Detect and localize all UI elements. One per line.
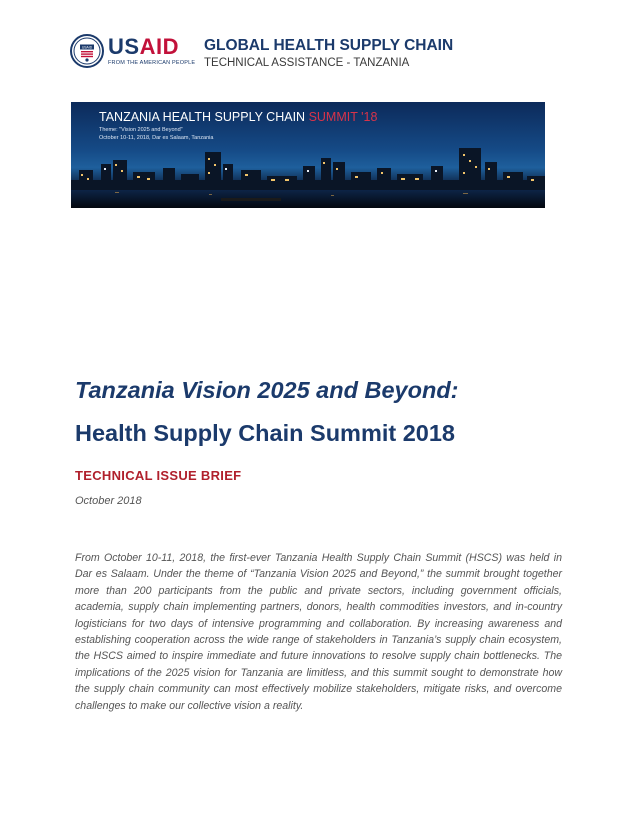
page-title-line1: Tanzania Vision 2025 and Beyond: [75,377,459,403]
page-title-line2: Health Supply Chain Summit 2018 [75,420,456,446]
banner-title [99,110,377,124]
header [70,34,590,74]
logo-word-us: US [108,34,140,59]
usaid-logo-wordmark [108,34,179,60]
usaid-seal-icon [70,34,104,68]
banner-title-part2: HEALTH SUPPLY CHAIN [159,110,309,124]
banner-title-part1: TANZANIA [99,110,160,124]
logo-tagline: FROM THE AMERICAN PEOPLE [108,60,196,66]
banner-title-part3: SUMMIT '18 [308,110,378,124]
document-date: October 2018 [75,495,142,507]
summary-paragraph: From October 10-11, 2018, the first-ever Tanzania Health Supply Chain Summit (HSCS) was held in Dar es Salaam. Under the theme of “Tanzania Vision 2025 and Beyond,” the summit brought together more than 200 participants from the public and private sectors, including government officials, academia, supply chain implementing partners, donors, health commodities investors, and in-country logisticians for two days of intensive programming and collaboration. By increasing awareness and establishing cooperation across the wide range of stakeholders in Tanzania’s supply chain ecosystem, the HSCS aimed to inspire immediate and future innovations to resolve supply chain bottlenecks. The implications of the 2025 vision for Tanzania are limitless, and this summit sought to demonstrate how the supply chain community can most effectively mobilize stakeholders, mitigate risks, and overcome challenges to make our collective vision a reality. [75,552,562,712]
program-title: GLOBAL HEALTH SUPPLY CHAIN [204,37,454,54]
program-subtitle: TECHNICAL ASSISTANCE - TANZANIA [204,57,410,69]
document-type-label: TECHNICAL ISSUE BRIEF [75,468,242,483]
banner-theme: Theme: "Vision 2025 and Beyond" [99,127,183,133]
logo-word-aid: AID [139,34,179,59]
banner-date: October 10-11, 2018, Dar es Salaam, Tanzania [99,135,214,141]
summit-banner-image [71,102,545,208]
seal-text: USAID [81,45,93,50]
